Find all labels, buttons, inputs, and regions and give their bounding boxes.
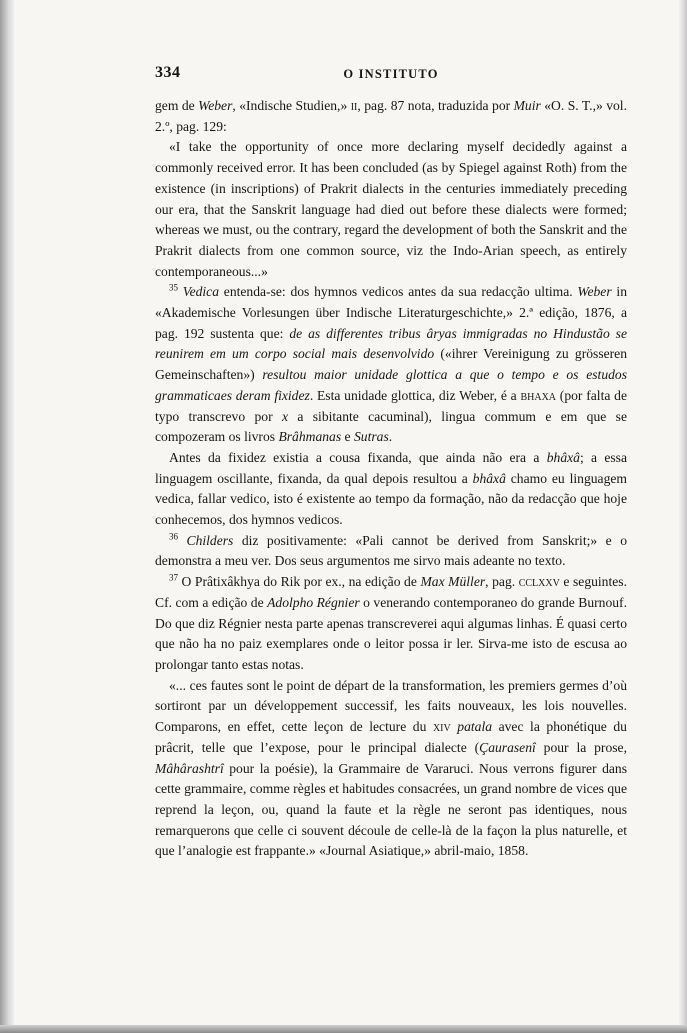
text-run: e seguintes. Cf. com a edição de	[155, 574, 627, 610]
text-run: avec la phonétique du prâcrit, telle que l’expose, pour le principal dialecte (	[155, 719, 627, 755]
italic-run: Weber	[198, 98, 233, 113]
text-run: entenda-se: dos hymnos vedicos antes da sua redacção ultima.	[219, 284, 578, 300]
italic-run: bhâxâ	[546, 449, 580, 465]
text-run: e	[341, 429, 354, 445]
small-caps-run: cclxxv	[518, 574, 560, 590]
paragraph-citation-weber	[155, 96, 627, 137]
italic-run: Sutras	[353, 429, 389, 445]
text-run: gem de	[155, 98, 199, 113]
text-run: chamo eu linguagem vedica, fallar vedico, isto é existente ao tempo da formação, não da redacção que hoje conhecemos, dos hymnos vedicos.	[155, 470, 627, 528]
text-run: . Esta unidade glottica, diz Weber, é a	[309, 387, 521, 403]
text-run: , pag. 87 nota, traduzida por	[357, 98, 514, 113]
page-body	[155, 96, 627, 862]
italic-run: resultou maior unidade glottica a que o tempo e os estudos grammaticaes deram fixidez	[155, 367, 627, 403]
italic-run: Mâhârashtrî	[155, 760, 224, 776]
text-run: «I take the opportunity of once more declaring myself decidedly against a commonly received error. It has been concluded (as by Spiegel against Roth) from the existence (in inscriptions) of Prakrit dialects in the centuries immediately preceding our era, that the Sanskrit language had died out before these dialects were formed; whereas we must, ou the contrary, regard the development of both the Sanskrit and the Prakrit dialects from one common source, viz the Indo-Arian speech, as entirely contemporaneous...»	[155, 139, 627, 279]
italic-run: bhâxâ	[472, 470, 506, 486]
scan-bottom-edge	[0, 1025, 687, 1033]
paragraph-english-quote	[155, 137, 627, 282]
italic-run: x	[281, 408, 289, 424]
italic-run: Vedica	[182, 284, 220, 300]
footnote-number: 36	[169, 531, 178, 542]
small-caps-run: xiv	[432, 719, 451, 735]
italic-run: Muir	[513, 98, 541, 113]
page-header	[155, 64, 627, 86]
text-run: («ihrer Vereinigung zu grösseren Gemeinschaften»)	[155, 346, 627, 383]
text-run: O Prâtixâkhya do Rik por ex., na edição de	[178, 574, 421, 590]
text-run: in «Akademische Vorlesungen über Indische Literaturgeschichte,» 2.ª edição, 1876, a pag. 192 sustenta que:	[155, 284, 627, 341]
italic-run: Weber	[577, 284, 612, 300]
italic-run: de as differentes tribus âryas immigradas no Hindustão se reunirem em um corpo social mais desenvolvido	[155, 325, 627, 362]
text-run: pour la prose,	[535, 739, 627, 755]
running-title: O INSTITUTO	[343, 67, 439, 81]
text-run: (por falta de typo transcrevo por	[155, 387, 627, 424]
italic-run: Childers	[186, 532, 234, 548]
italic-run: patala	[457, 719, 493, 735]
small-caps-run: bhaxa	[520, 387, 557, 403]
small-caps-run: ii	[350, 98, 358, 113]
footnote-35	[155, 282, 627, 448]
paragraph-french-quote	[155, 676, 627, 862]
text-run: , «Indische Studien,»	[232, 98, 351, 113]
text-run: o venerando contemporaneo do grande Burnouf. Do que diz Régnier nesta parte apenas transcreverei aqui algumas linhas. É quasi certo que não ha no paiz exemplares onde o leitor possa ir ler. Sirva-me isto de escusa ao prolongar tanto estas notas.	[155, 594, 627, 672]
text-run: pour la poésie), la Grammaire de Vararuci. Nous verrons figurer dans cette grammaire, comme règles et habitudes consacrées, un grand nombre de vices que reprend la leçon, ou, quand la faute et la règle ne seront pas identiques, nous remarquerons que celle ci souvent découle de celle-là de la façon la plus naturelle, et que l’analogie est frappante.» «Journal Asiatique,» abril-maio, 1858.	[155, 760, 627, 859]
page-number: 334	[155, 64, 181, 81]
footnote-number: 37	[169, 572, 178, 583]
scan-right-edge	[679, 0, 687, 1033]
italic-run: Çaurasenî	[479, 739, 536, 755]
text-run: Antes da fixidez existia a cousa fixanda, que ainda não era a	[169, 449, 547, 465]
italic-run: Max Müller	[420, 574, 486, 590]
text-run: ; a essa linguagem oscillante, fixanda, da qual depois resultou a	[155, 449, 627, 486]
footnote-37	[155, 572, 627, 676]
text-run: a sibitante cacuminal), lingua commum e em que se compozeram os livros	[155, 408, 627, 445]
paragraph-fixidez	[155, 448, 627, 531]
footnote-number: 35	[169, 282, 178, 293]
scan-left-edge	[0, 0, 14, 1033]
footnote-36	[155, 531, 627, 572]
text-run: «O. S. T.,» vol. 2.º, pag. 129:	[155, 98, 627, 134]
text-run: «... ces fautes sont le point de départ de la transformation, les premiers germes d’où sortiront par un développement successif, les faits nouveaux, les lois nouvelles. Comparons, en effet, cette leçon de lecture du	[155, 677, 627, 735]
text-run: .	[388, 429, 393, 445]
text-run: diz positivamente: «Pali cannot be derived from Sanskrit;» e o demonstra a meu ver. Dos seus argumentos me sirvo mais adeante no texto.	[155, 532, 627, 569]
italic-run: Brâhmanas	[278, 429, 342, 445]
text-run: , pag.	[485, 574, 519, 590]
italic-run: Adolpho Régnier	[267, 594, 360, 610]
